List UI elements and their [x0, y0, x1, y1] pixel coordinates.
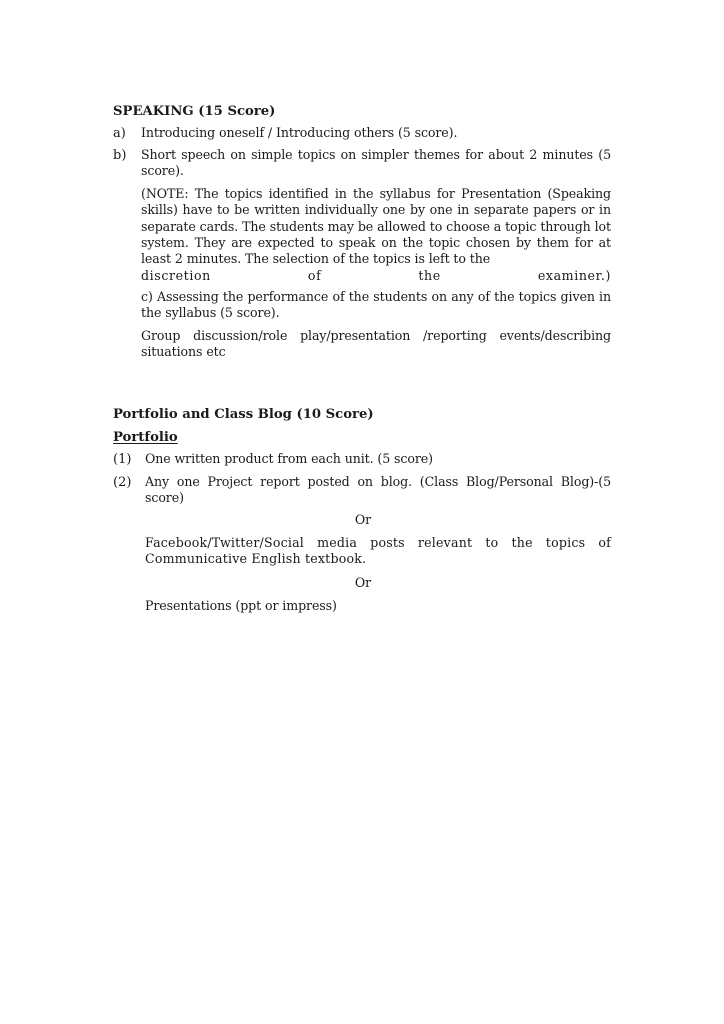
- item-1-marker: (1): [113, 452, 132, 467]
- note-word: of: [307, 268, 322, 283]
- portfolio-heading: Portfolio and Class Blog (10 Score): [113, 407, 374, 422]
- note-word: the: [418, 268, 441, 283]
- item-a-text: Introducing oneself / Introducing others (5 score).: [141, 125, 458, 140]
- item-2-marker: (2): [113, 475, 132, 490]
- note-last-line: [141, 268, 611, 284]
- presentations-text: Presentations (ppt or impress): [145, 598, 337, 613]
- item-c-text: c) Assessing the performance of the students on any of the topics given in the syllabus (5 score).: [141, 289, 611, 321]
- social-media-text: Facebook/Twitter/Social media posts relevant to the topics of Communicative English textbook.: [145, 535, 611, 567]
- portfolio-subheading: Portfolio: [113, 430, 178, 445]
- item-b-text: Short speech on simple topics on simpler themes for about 2 minutes (5 score).: [141, 147, 611, 179]
- item-b-marker: b): [113, 148, 127, 163]
- activities-text: Group discussion/role play/presentation /reporting events/describing situations etc: [141, 328, 611, 360]
- note-word: examiner.): [537, 268, 611, 283]
- item-2-text: Any one Project report posted on blog. (Class Blog/Personal Blog)-(5 score): [145, 474, 611, 506]
- note-paragraph: (NOTE: The topics identified in the syllabus for Presentation (Speaking skills) have to be written individually one by one in separate papers or in separate cards. The students may be allowed to choose a topic through lot system. They are expected to speak on the topic chosen by them for at least 2 minutes. The selection of the topics is left to the: [141, 186, 611, 267]
- item-1-text: One written product from each unit. (5 score): [145, 451, 433, 466]
- or-separator: Or: [354, 512, 372, 527]
- or-separator: Or: [354, 575, 372, 590]
- speaking-heading: SPEAKING (15 Score): [113, 104, 276, 119]
- note-word: discretion: [141, 268, 211, 283]
- item-a-marker: a): [113, 126, 126, 141]
